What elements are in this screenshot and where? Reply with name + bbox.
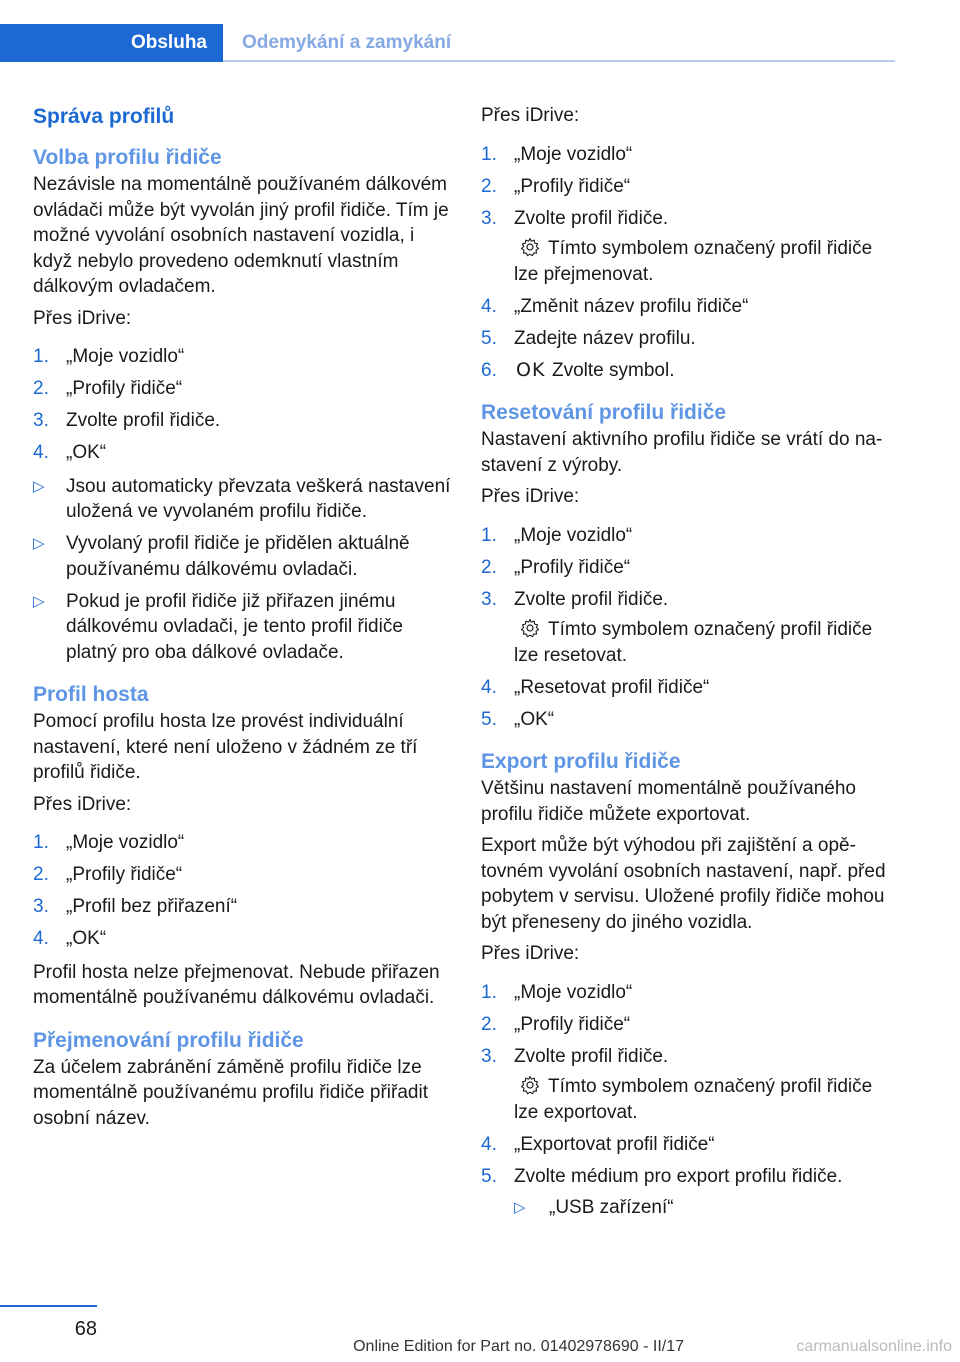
list-item: 4. „Změnit název profilu řidiče“ — [481, 295, 749, 317]
heading-resetovani: Resetování profilu řidiče — [481, 401, 727, 424]
heading-prejmenovani: Přejmenování profilu řidiče — [33, 1028, 304, 1052]
page-header — [0, 0, 895, 62]
header-divider — [223, 60, 895, 62]
paragraph: Pomocí profilu hosta lze provést individuální nastavení, které není uloženo v žádném ze tří profilů řidiče. — [33, 711, 418, 783]
list-item: 2. „Profily řidiče“ — [481, 556, 631, 578]
ok-icon: OK — [516, 358, 546, 381]
steps-list — [481, 142, 901, 384]
list-item: 3. Zvolte profil řidiče. Tímto symbolem označený profil řidiče lze exportovat. — [481, 1044, 901, 1126]
paragraph: Nastavení aktivního profilu řidiče se vrátí do nastavení z výroby. — [481, 429, 883, 476]
list-item: 1. „Moje vozidlo“ — [481, 143, 633, 165]
via-idrive: Přes iDrive: — [481, 943, 580, 964]
heading-profil-hosta: Profil hosta — [33, 683, 149, 706]
page-number: 68 — [74, 1318, 97, 1340]
list-item: ▷ Jsou automaticky převzata veškerá nastavení uložená ve vyvolaném profilu řidiče. — [33, 475, 451, 522]
via-idrive: Přes iDrive: — [481, 486, 580, 507]
list-item: 1. „Moje vozidlo“ — [33, 832, 185, 853]
list-item: 3. Zvolte profil řidiče. Tímto symbolem označený profil řidiče lze resetovat. — [481, 587, 901, 669]
symbol-note: Tímto symbolem označený profil řidiče lze exportovat. — [514, 1076, 873, 1123]
list-item: 3. Zvolte profil řidiče. Tímto symbolem označený profil řidiče lze přejmenovat. — [481, 206, 901, 288]
symbol-note: Tímto symbolem označený profil řidiče lze resetovat. — [514, 619, 873, 666]
steps-list — [33, 830, 453, 952]
list-item: 3. Zvolte profil řidiče. — [33, 410, 221, 431]
watermark: carmanualsonline.info — [796, 1338, 952, 1355]
chapter-tab-obsluha: Obsluha — [0, 24, 223, 62]
via-idrive: Přes iDrive: — [33, 307, 132, 329]
list-item: ▷ „USB zařízení“ — [514, 1195, 901, 1221]
list-item: ▷ Vyvolaný profil řidiče je přidělen aktuálně používanému dálkovému ovladači. — [33, 533, 410, 580]
gear-icon — [520, 237, 540, 257]
list-item: 2. „Profily řidiče“ — [33, 378, 183, 399]
triangle-bullet-icon: ▷ — [33, 477, 45, 495]
symbol-note: Tímto symbolem označený profil řidiče lze přejmenovat. — [514, 238, 873, 285]
bullet-list — [514, 1195, 901, 1221]
list-item: 4. „Resetovat profil řidiče“ — [481, 676, 710, 698]
list-item: 4. „Exportovat profil řidiče“ — [481, 1133, 715, 1155]
triangle-bullet-icon: ▷ — [33, 592, 45, 610]
left-column — [33, 100, 453, 1137]
list-item: 1. „Moje vozidlo“ — [481, 524, 633, 546]
triangle-bullet-icon: ▷ — [514, 1199, 526, 1216]
via-idrive: Přes iDrive: — [481, 105, 580, 126]
paragraph: Za účelem zabránění záměně profilu řidiče lze momentálně používanému profilu řidiče přiřadit osobní název. — [33, 1056, 428, 1129]
list-item: 5. „OK“ — [481, 708, 555, 730]
list-item: 5. Zvolte médium pro export profilu řidiče. ▷ „USB zařízení“ — [481, 1164, 901, 1221]
list-item: 1. „Moje vozidlo“ — [481, 981, 633, 1003]
list-item: 3. „Profil bez přiřazení“ — [33, 896, 238, 917]
list-item: 5. Zadejte název profilu. — [481, 327, 696, 349]
section-tab-odemykani: Odemykání a zamykání — [242, 32, 452, 53]
list-item: 4. „OK“ — [33, 442, 107, 463]
steps-list — [481, 523, 901, 733]
list-item: 2. „Profily řidiče“ — [481, 175, 631, 197]
paragraph: Profil hosta nelze přejmenovat. Nebude přiřazen momentálně používanému dálkovému ovladači. — [33, 961, 440, 1008]
paragraph: Nezávisle na momentálně používaném dálkovém ovládači může být vyvolán jiný profil řidiče. Tím je možné vyvolání osobních nastavení vozidla, i když nebylo provedeno odemknutí vlastním dálkovým ovladačem. — [33, 174, 449, 297]
gear-icon — [520, 618, 540, 638]
footer-rule — [0, 1305, 97, 1307]
page-title: Správa profilů — [33, 105, 175, 128]
list-item: 4. „OK“ — [33, 928, 107, 949]
heading-volba-profilu: Volba profilu řidiče — [33, 146, 222, 169]
triangle-bullet-icon: ▷ — [33, 535, 45, 552]
list-item: ▷ Pokud je profil řidiče již přiřazen jinému dálkovému ovladači, je tento profil řidiče platný pro oba dálkové ovladače. — [33, 590, 403, 663]
right-column — [481, 100, 901, 1229]
steps-list — [33, 344, 453, 466]
edition-text: Online Edition for Part no. 01402978690 - II/17 — [353, 1338, 684, 1355]
paragraph: Export může být výhodou při zajištění a opětovném vyvolání osobních nastavení, např. před pobytem v servisu. Uložené profily řidiče mohou být přeneseny do jiného vozidla. — [481, 835, 886, 933]
list-item: 1. „Moje vozidlo“ — [33, 346, 185, 367]
via-idrive: Přes iDrive: — [33, 793, 132, 815]
heading-export: Export profilu řidiče — [481, 750, 681, 773]
paragraph: Většinu nastavení momentálně používaného profilu řidiče můžete exportovat. — [481, 778, 856, 825]
list-item: 6. OK Zvolte symbol. — [481, 358, 901, 384]
steps-list — [481, 980, 901, 1221]
gear-icon — [520, 1075, 540, 1095]
list-item: 2. „Profily řidiče“ — [481, 1013, 631, 1035]
bullet-list — [33, 474, 453, 666]
list-item: 2. „Profily řidiče“ — [33, 864, 183, 885]
